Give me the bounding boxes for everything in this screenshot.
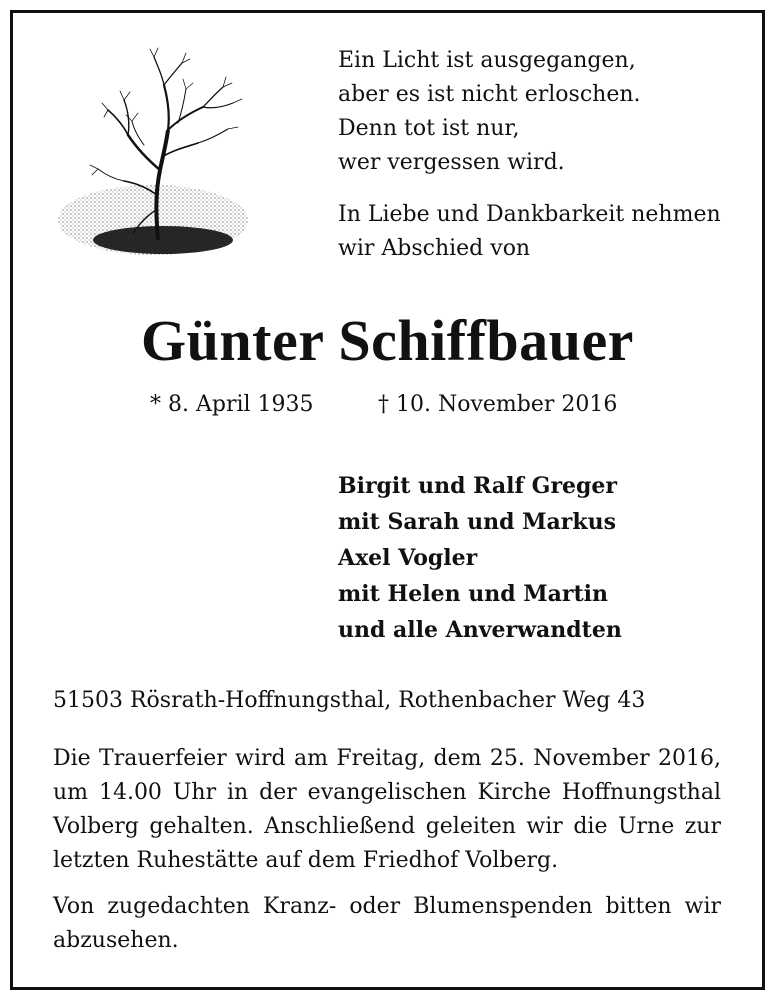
mourner-line: und alle Anverwandten bbox=[338, 617, 622, 643]
poem-line: aber es ist nicht erloschen. bbox=[338, 82, 641, 107]
mourner-line: mit Helen und Martin bbox=[338, 581, 608, 607]
deceased-name: Günter Schiffbauer bbox=[141, 308, 634, 373]
poem-line: Ein Licht ist ausgegangen, bbox=[338, 48, 636, 73]
mourners-list bbox=[338, 468, 622, 648]
funeral-details bbox=[53, 742, 721, 878]
poem-line: Denn tot ist nur, bbox=[338, 116, 520, 141]
poem-verse bbox=[338, 44, 738, 180]
mourner-line: mit Sarah und Markus bbox=[338, 509, 616, 535]
death-date: † 10. November 2016 bbox=[378, 392, 618, 417]
request-line: abzusehen. bbox=[53, 928, 179, 953]
funeral-line: letzten Ruhestätte auf dem Friedhof Volberg. bbox=[53, 848, 559, 873]
farewell-text bbox=[338, 198, 758, 266]
flower-request bbox=[53, 890, 721, 958]
funeral-line: Volberg gehalten. Anschließend geleiten wir die Urne zur bbox=[53, 814, 721, 839]
funeral-line: um 14.00 Uhr in der evangelischen Kirche Hoffnungsthal bbox=[53, 780, 721, 805]
farewell-line: In Liebe und Dankbarkeit nehmen bbox=[338, 202, 721, 227]
poem-line: wer vergessen wird. bbox=[338, 150, 565, 175]
mourner-line: Birgit und Ralf Greger bbox=[338, 473, 618, 499]
request-line: Von zugedachten Kranz- oder Blumenspenden bitten wir bbox=[53, 894, 721, 919]
farewell-line: wir Abschied von bbox=[338, 236, 531, 261]
family-address: 51503 Rösrath-Hoffnungsthal, Rothenbacher Weg 43 bbox=[53, 688, 646, 713]
bare-tree-icon bbox=[58, 45, 258, 275]
birth-date: * 8. April 1935 bbox=[150, 392, 314, 417]
mourner-line: Axel Vogler bbox=[338, 545, 478, 571]
funeral-line: Die Trauerfeier wird am Freitag, dem 25. November 2016, bbox=[53, 746, 721, 771]
